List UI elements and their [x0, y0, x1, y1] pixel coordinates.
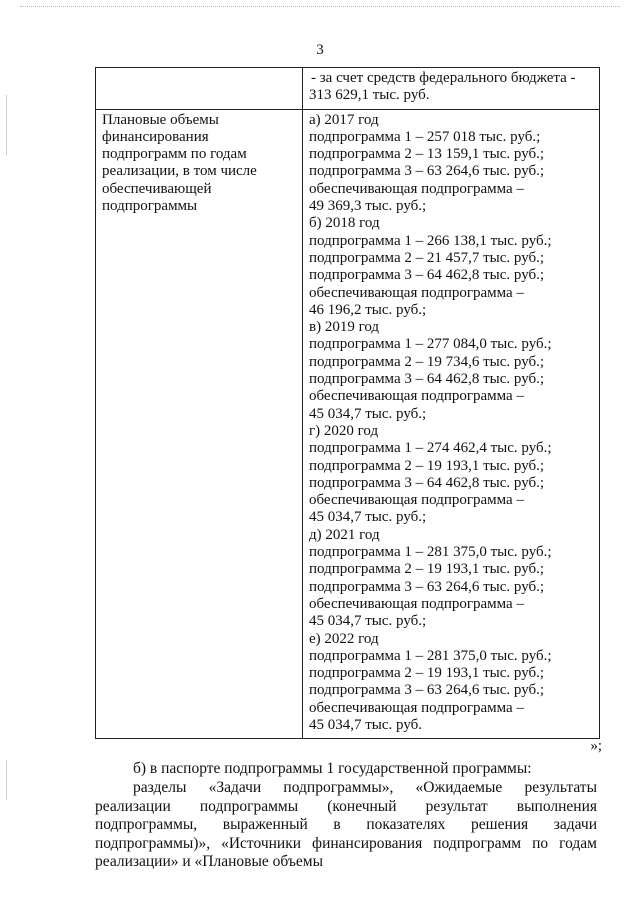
- financing-table: [95, 67, 600, 739]
- table-cell-values: [303, 109, 600, 739]
- text-line: 45 034,7 тыс. руб.;: [309, 509, 427, 526]
- scan-artifact-top: [20, 6, 620, 9]
- text-line: - за счет средств федерального бюджета -: [311, 70, 576, 86]
- text-line: подпрограмма 3 – 64 462,8 тыс. руб.;: [309, 474, 545, 491]
- text-line: подпрограмма 1 – 281 375,0 тыс. руб.;: [309, 544, 552, 561]
- year-heading: а) 2017 год: [309, 111, 379, 128]
- paragraph: [95, 779, 597, 872]
- table-cell-federal: [303, 68, 600, 110]
- text-line: подпрограмма 1 – 266 138,1 тыс. руб.;: [309, 232, 552, 249]
- label-line: обеспечивающей: [102, 180, 212, 197]
- text-line: подпрограмма 3 – 64 462,8 тыс. руб.;: [309, 267, 545, 284]
- text-line: обеспечивающая подпрограмма –: [309, 595, 524, 612]
- text-line: 45 034,7 тыс. руб.;: [309, 613, 427, 630]
- paragraph-text: разделы «Задачи подпрограммы», «Ожидаемые результаты реализации подпрограммы (конечный результат выполнения подпрограммы, выраженный в показателях решения задачи подпрограммы)», «Источники финансирования подпрограмм по годам реализации» и «Плановые объемы: [95, 779, 597, 871]
- table-cell-label-empty: [96, 68, 303, 110]
- label-line: реализации, в том числе: [102, 163, 257, 180]
- text-line: обеспечивающая подпрограмма –: [309, 699, 524, 716]
- text-line: подпрограмма 2 – 19 193,1 тыс. руб.;: [309, 561, 545, 578]
- table-row-federal: [96, 68, 600, 110]
- text-line: 45 034,7 тыс. руб.: [309, 716, 423, 733]
- text-line: 313 629,1 тыс. руб.: [309, 87, 430, 104]
- label-line: подпрограмм по годам: [102, 146, 247, 163]
- scan-artifact-left-lower: [6, 760, 7, 800]
- text-line: обеспечивающая подпрограмма –: [309, 284, 524, 301]
- label-line: финансирования: [102, 128, 209, 145]
- text-line: обеспечивающая подпрограмма –: [309, 492, 524, 509]
- year-heading: д) 2021 год: [309, 526, 380, 543]
- text-line: подпрограмма 1 – 257 018 тыс. руб.;: [309, 128, 541, 145]
- year-heading: в) 2019 год: [309, 319, 380, 336]
- text-line: подпрограмма 3 – 63 264,6 тыс. руб.;: [309, 682, 545, 699]
- text-line: 49 369,3 тыс. руб.;: [309, 198, 427, 215]
- text-line: подпрограмма 2 – 19 193,1 тыс. руб.;: [309, 665, 545, 682]
- text-line: подпрограмма 2 – 19 193,1 тыс. руб.;: [309, 457, 545, 474]
- text-line: обеспечивающая подпрограмма –: [309, 180, 524, 197]
- text-line: 45 034,7 тыс. руб.;: [309, 405, 427, 422]
- text-line: подпрограмма 1 – 277 084,0 тыс. руб.;: [309, 336, 552, 353]
- year-heading: г) 2020 год: [309, 422, 379, 439]
- text-line: подпрограмма 3 – 63 264,6 тыс. руб.;: [309, 163, 545, 180]
- label-line: подпрограммы: [102, 198, 198, 215]
- text-line: подпрограмма 1 – 274 462,4 тыс. руб.;: [309, 440, 552, 457]
- text-line: подпрограмма 3 – 63 264,6 тыс. руб.;: [309, 578, 545, 595]
- page-number: 3: [316, 42, 324, 58]
- table-row-planned-volumes: [96, 109, 600, 739]
- text-line: подпрограмма 2 – 13 159,1 тыс. руб.;: [309, 146, 545, 163]
- year-heading: б) 2018 год: [309, 215, 380, 232]
- text-line: подпрограмма 2 – 19 734,6 тыс. руб.;: [309, 353, 545, 370]
- text-line: 46 196,2 тыс. руб.;: [309, 301, 427, 318]
- text-line: подпрограмма 1 – 281 375,0 тыс. руб.;: [309, 647, 552, 664]
- year-heading: е) 2022 год: [309, 630, 379, 647]
- text-line: обеспечивающая подпрограмма –: [309, 388, 524, 405]
- label-line: Плановые объемы: [102, 111, 219, 128]
- paragraph: б) в паспорте подпрограммы 1 государственной программы:: [133, 760, 532, 777]
- text-line: подпрограмма 3 – 64 462,8 тыс. руб.;: [309, 371, 545, 388]
- table-cell-label: [96, 109, 303, 739]
- closing-quote: »;: [590, 738, 602, 754]
- text-line: подпрограмма 2 – 21 457,7 тыс. руб.;: [309, 249, 545, 266]
- scan-artifact-left: [6, 95, 7, 155]
